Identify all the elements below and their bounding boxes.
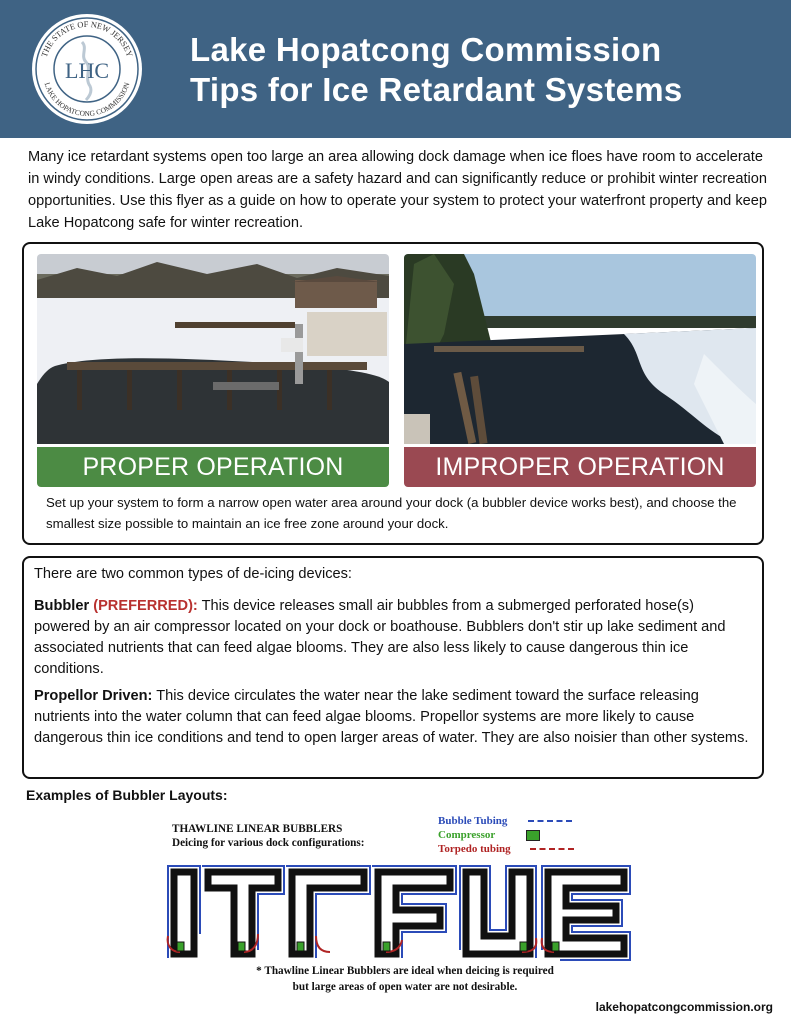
torpedo-tubing-swatch xyxy=(530,848,574,850)
lhc-seal-logo xyxy=(30,12,144,126)
bubbler-paragraph xyxy=(34,596,750,680)
website-url[interactable]: lakehopatcongcommission.org xyxy=(595,1000,773,1014)
bubbler-layout-diagram xyxy=(160,812,650,1004)
examples-heading: Examples of Bubbler Layouts: xyxy=(26,787,228,803)
preferred-tag: (PREFERRED): xyxy=(93,598,198,614)
propellor-description: This device circulates the water near the lake sediment toward the surface releasing nutrients into the water column that can feed algae blooms. Propellor systems are more likely to cause dangerous thin ice conditions and tend to open larger areas of water. They are also noisier than other systems. xyxy=(34,688,749,746)
bubble-tubing-swatch xyxy=(528,820,572,822)
compressor-swatch xyxy=(526,830,540,841)
improper-operation-photo xyxy=(404,254,756,444)
propellor-term: Propellor Driven: xyxy=(34,688,153,704)
header-banner xyxy=(0,0,791,138)
propellor-paragraph xyxy=(34,686,750,749)
legend-bubble-tubing xyxy=(438,814,638,828)
title-line-1: Lake Hopatcong Commission xyxy=(190,31,662,68)
page-title xyxy=(190,30,683,110)
diagram-note xyxy=(160,963,650,995)
title-line-2: Tips for Ice Retardant Systems xyxy=(190,71,683,108)
improper-operation-label: IMPROPER OPERATION xyxy=(404,447,756,487)
legend-label: Compressor xyxy=(438,829,496,841)
operation-caption: Set up your system to form a narrow open water area around your dock (a bubbler device works best), and choose the smallest size possible to maintain an ice free zone around your dock. xyxy=(46,495,737,531)
bubbler-term: Bubbler xyxy=(34,598,90,614)
intro-paragraph: Many ice retardant systems open too large an area allowing dock damage when ice floes have room to accelerate in windy conditions. Large open areas are a safety hazard and can significantly reduce or prohibit winter recreation opportunities. Use this flyer as a guide on how to operate your system to protect your waterfront property and keep Lake Hopatcong safe for winter recreation. xyxy=(28,149,768,231)
diagram-legend xyxy=(438,814,638,856)
legend-compressor xyxy=(438,828,638,842)
svg-text:LAKE HOPATCONG COMMISSION: LAKE HOPATCONG COMMISSION xyxy=(42,81,132,119)
svg-text:LHC: LHC xyxy=(65,58,109,83)
bubbler-description: This device releases small air bubbles from a submerged perforated hose(s) powered by an air compressor located on your dock or boathouse. Bubblers don't stir up lake sediment and associated nutrients that can feed algae blooms. They are also less likely to cause dangerous thin ice conditions. xyxy=(34,598,726,677)
diagram-title: THAWLINE LINEAR BUBBLERS xyxy=(172,823,343,835)
proper-operation-label: PROPER OPERATION xyxy=(37,447,389,487)
svg-text:THE STATE OF NEW JERSEY: THE STATE OF NEW JERSEY xyxy=(39,19,135,59)
devices-intro: There are two common types of de-icing devices: xyxy=(34,566,352,582)
legend-label: Torpedo tubing xyxy=(438,843,511,855)
legend-label: Bubble Tubing xyxy=(438,815,508,827)
diagram-subtitle: Deicing for various dock configurations: xyxy=(172,837,365,849)
proper-operation-photo xyxy=(37,254,389,444)
diagram-note-line-2: but large areas of open water are not desirable. xyxy=(292,981,518,993)
operation-comparison-box xyxy=(22,242,764,545)
dock-shapes xyxy=(160,854,650,962)
deicing-devices-box xyxy=(22,556,764,779)
diagram-note-line-1: * Thawline Linear Bubblers are ideal when deicing is required xyxy=(256,965,554,977)
